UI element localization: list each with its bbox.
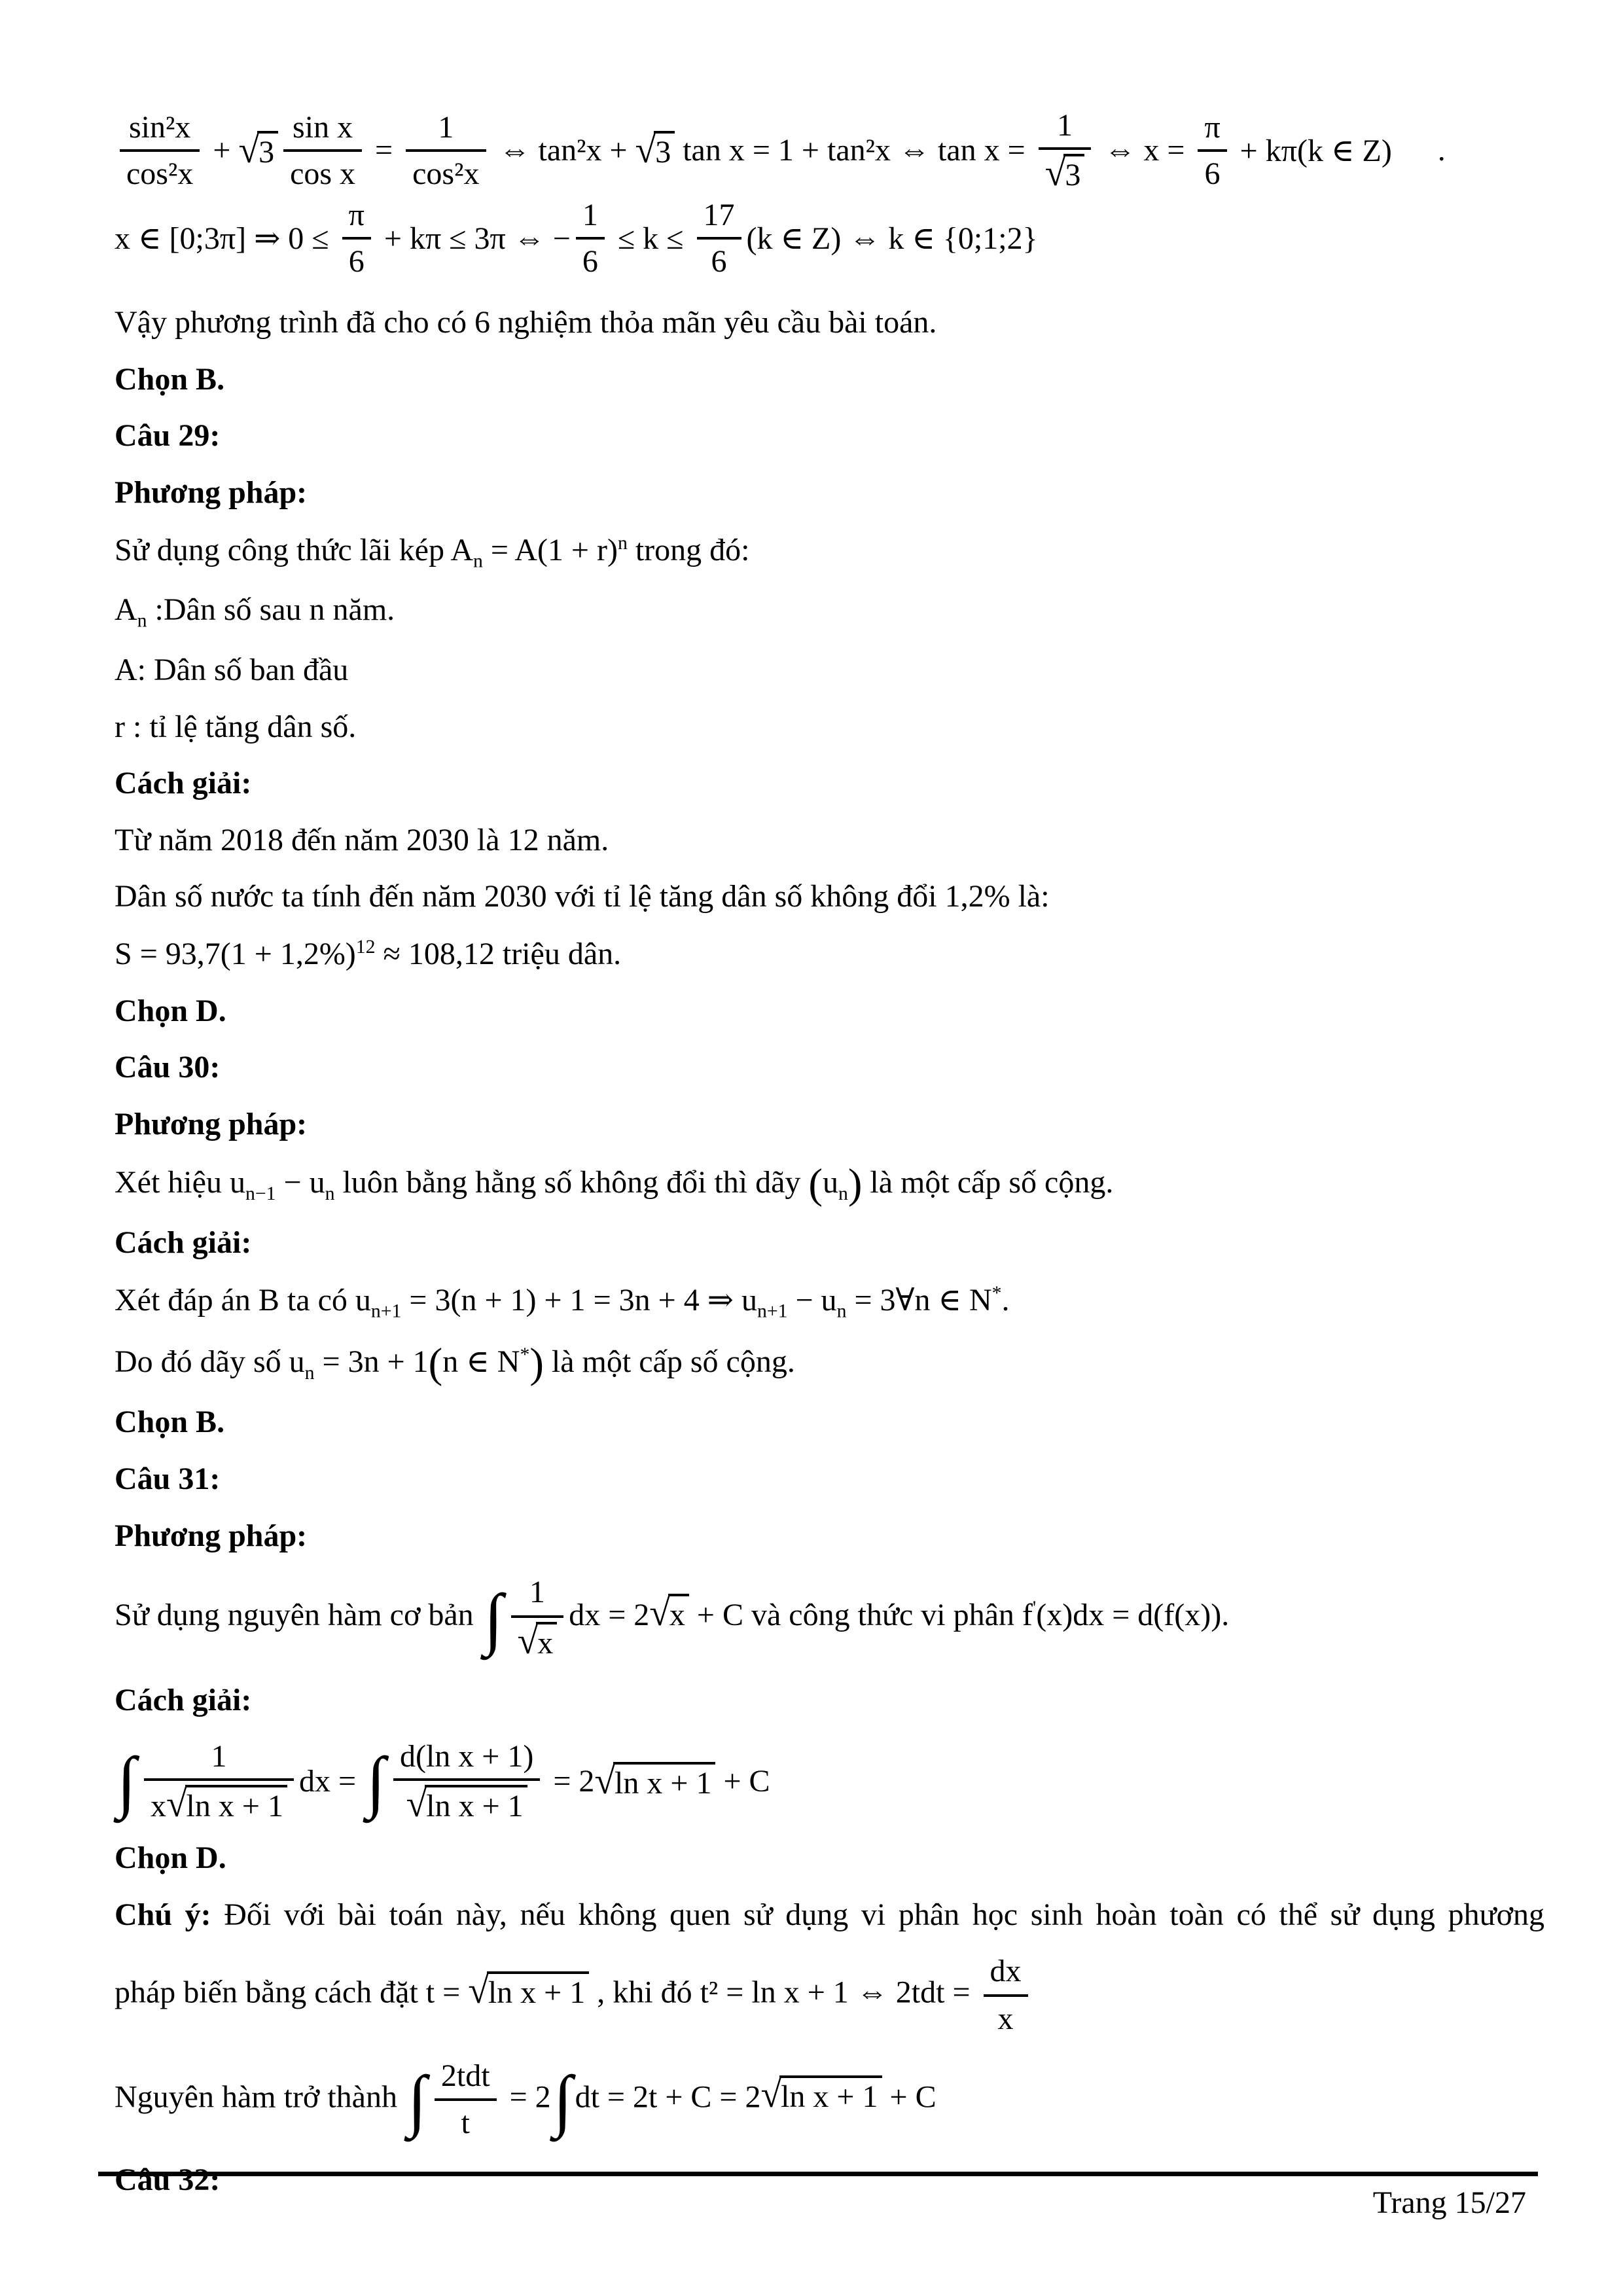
sqrt-3 — [635, 131, 675, 170]
subscript-n+1: n+1 — [757, 1300, 788, 1322]
sqrt-symbol: √ — [649, 1592, 670, 1634]
question-32-header: Câu 32: — [115, 2162, 221, 2197]
fraction-1-sqrt3 — [1039, 107, 1092, 193]
question-30-header: Câu 30: — [115, 1050, 221, 1085]
fraction-numerator: 1 — [511, 1574, 564, 1618]
radicand: ln x + 1 — [487, 1971, 589, 2012]
fraction-1-6 — [576, 197, 605, 279]
fraction-1-cos2 — [406, 109, 486, 192]
sqrt-symbol: √ — [468, 1970, 489, 2012]
fraction-denominator: 6 — [582, 244, 598, 279]
note-text-line-3 — [115, 2058, 1544, 2142]
text-run: pháp biến bằng cách đặt t = — [115, 1975, 469, 2011]
text-run: Đối với bài toán này, nếu không quen sử dụng vi phân học sinh hoàn toàn có thể sử dụng phương — [211, 1897, 1544, 1932]
operator-plus: + — [205, 133, 239, 168]
subscript-n: n — [137, 609, 147, 632]
text-run: là một cấp số cộng. — [543, 1344, 795, 1379]
text-run: Sử dụng công thức lãi kép — [115, 532, 451, 567]
superscript-prime: ' — [1032, 1597, 1037, 1619]
definition-an — [115, 592, 1544, 632]
subscript-n: n — [325, 1182, 335, 1204]
radicand: ln x + 1 — [613, 1762, 715, 1801]
solution-text-29-population: Dân số nước ta tính đến năm 2030 với tỉ lệ tăng dân số không đổi 1,2% là: — [115, 879, 1050, 914]
fraction-denominator: 6 — [711, 244, 727, 279]
fraction-numerator: sin x — [283, 109, 362, 152]
math-text: + C — [715, 1764, 770, 1799]
variable-u: u — [289, 1344, 305, 1379]
fraction-denominator — [393, 1781, 540, 1824]
subscript-n: n — [838, 1182, 848, 1204]
integral-icon: ∫ — [366, 1743, 385, 1820]
question-29-header: Câu 29: — [115, 418, 221, 454]
integral-icon: ∫ — [484, 1579, 503, 1657]
solution-formula-31 — [115, 1738, 1544, 1824]
page-number: Trang 15/27 — [1372, 2185, 1526, 2220]
solution-header-29: Cách giải: — [115, 766, 252, 801]
text-run: = A(1 + r) — [482, 532, 618, 567]
text-run: Do đó dãy số — [115, 1344, 289, 1379]
fraction-numerator: sin²x — [120, 109, 200, 152]
sqrt-lnx1 — [406, 1785, 527, 1824]
solution-text-30-2 — [115, 1339, 1544, 1387]
equation-k-range-line — [115, 197, 1544, 279]
sqrt-symbol: √ — [238, 129, 260, 171]
text-run: = 2 — [501, 2079, 551, 2115]
fraction-sin2-cos2 — [120, 109, 200, 192]
fraction-denominator: 6 — [348, 244, 365, 279]
fraction-denominator: cos²x — [126, 156, 194, 191]
fraction-denominator — [1039, 150, 1092, 193]
solution-text-29-years: Từ năm 2018 đến năm 2030 là 12 năm. — [115, 822, 609, 857]
fraction-pi-6 — [1198, 109, 1226, 192]
subscript-n: n — [304, 1361, 315, 1384]
fraction-17-6 — [697, 197, 741, 279]
text-run: = 3n + 1 — [314, 1344, 429, 1379]
superscript-star: * — [991, 1282, 1002, 1304]
fraction-denominator: x — [997, 2001, 1014, 2037]
sqrt-lnx1 — [594, 1762, 715, 1801]
fraction-numerator: dx — [984, 1953, 1028, 1997]
fraction-1-sqrtx — [511, 1574, 564, 1662]
variable-u: u — [822, 1164, 838, 1200]
subscript-n: n — [473, 550, 483, 572]
integral-icon: ∫ — [407, 2061, 427, 2138]
fraction-numerator: 1 — [406, 109, 486, 152]
fraction-numerator: 1 — [576, 197, 605, 240]
answer-choice-b-30: Chọn B. — [115, 1405, 225, 1440]
math-text: + kπ(k ∈ Z) — [1232, 133, 1392, 168]
text-run: :Dân số sau n năm. — [147, 592, 395, 628]
sqrt-symbol: √ — [635, 129, 656, 171]
definition-a: A: Dân số ban đầu — [115, 652, 349, 687]
fraction-numerator: π — [1198, 109, 1226, 152]
fraction-numerator: 1 — [144, 1738, 294, 1781]
note-text-line-2 — [115, 1953, 1544, 2037]
text-run: dt = 2t + C = 2 — [575, 2079, 761, 2115]
note-text-line-1 — [115, 1897, 1544, 1934]
fraction-dx-x — [984, 1953, 1028, 2037]
fraction-2tdt-t — [435, 2058, 497, 2142]
text-run: Sử dụng nguyên hàm cơ bản — [115, 1598, 482, 1633]
variable-u: u — [355, 1282, 371, 1318]
text-run: + C và công thức vi phân f — [688, 1598, 1033, 1633]
text-run: , khi đó t² = ln x + 1 ⇔ 2tdt = — [589, 1975, 978, 2011]
math-text: (k ∈ Z) ⇔ k ∈ {0;1;2} — [746, 221, 1038, 256]
variable-u: u — [309, 1164, 325, 1200]
answer-choice-d-31: Chọn D. — [115, 1840, 226, 1876]
solution-header-31: Cách giải: — [115, 1682, 252, 1717]
integral-icon: ∫ — [553, 2061, 573, 2138]
sqrt-symbol: √ — [760, 2074, 782, 2116]
solution-formula-29 — [115, 935, 1544, 973]
text-run: S = 93,7(1 + 1,2%) — [115, 937, 356, 972]
radicand: 3 — [1063, 154, 1084, 193]
answer-choice-d-29: Chọn D. — [115, 993, 226, 1028]
math-text: x ∈ [0;3π] ⇒ 0 ≤ — [115, 221, 337, 256]
fraction-numerator: 2tdt — [435, 2058, 497, 2102]
text-run: là một cấp số cộng. — [862, 1164, 1114, 1200]
sqrt-3 — [238, 131, 278, 170]
text-run: trong đó: — [627, 532, 750, 567]
question-31-header: Câu 31: — [115, 1462, 221, 1497]
method-header-30: Phương pháp: — [115, 1106, 308, 1141]
answer-choice-b-28: Chọn B. — [115, 361, 225, 397]
sqrt-lnx1 — [468, 1971, 589, 2012]
superscript-star: * — [520, 1343, 530, 1365]
fraction-pi-6 — [342, 197, 371, 279]
text-run: = 3(n + 1) + 1 = 3n + 4 ⇒ u — [401, 1282, 757, 1318]
fraction-sinx-cosx — [283, 109, 362, 192]
sqrt-symbol: √ — [594, 1760, 616, 1802]
variable-x: x — [150, 1789, 166, 1824]
fraction-denominator: cos x — [290, 156, 356, 191]
note-label: Chú ý: — [115, 1897, 211, 1932]
radicand: ln x + 1 — [779, 2075, 882, 2116]
text-run: = 3∀n ∈ N — [846, 1282, 992, 1318]
fraction-denominator: 6 — [1204, 156, 1221, 191]
open-paren: ( — [808, 1160, 823, 1208]
method-header-29: Phương pháp: — [115, 475, 308, 510]
method-text-30 — [115, 1160, 1544, 1208]
variable-A: A — [115, 592, 137, 628]
fraction-denominator: t — [461, 2106, 470, 2141]
sqrt-lnx1 — [166, 1785, 287, 1824]
sqrt-symbol: √ — [1044, 152, 1066, 194]
definition-r: r : tỉ lệ tăng dân số. — [115, 709, 357, 744]
math-text: ⇔ x = — [1096, 133, 1193, 168]
radicand: 3 — [257, 131, 278, 170]
sentence-period: . — [1001, 1282, 1010, 1318]
equation-tan-line — [115, 107, 1544, 193]
fraction-integrand — [144, 1738, 294, 1824]
fraction-numerator: π — [342, 197, 371, 240]
text-run: n ∈ N — [442, 1344, 520, 1379]
conclusion-text: Vậy phương trình đã cho có 6 nghiệm thỏa mãn yêu cầu bài toán. — [115, 305, 937, 340]
text-run: (x)dx = d(f(x)). — [1036, 1598, 1230, 1633]
close-paren: ) — [529, 1339, 544, 1387]
radicand: x — [668, 1594, 689, 1634]
text-run: Nguyên hàm trở thành — [115, 2079, 405, 2115]
radicand: 3 — [654, 131, 675, 170]
text-run: − u — [787, 1282, 837, 1318]
math-text: tan x = 1 + tan²x ⇔ tan x = — [675, 133, 1033, 168]
text-run: dx = 2 — [569, 1598, 650, 1633]
fraction-differential — [393, 1738, 540, 1824]
superscript-12: 12 — [355, 936, 376, 958]
fraction-numerator: d(ln x + 1) — [393, 1738, 540, 1781]
fraction-numerator: 17 — [697, 197, 741, 240]
text-run: Xét hiệu — [115, 1164, 230, 1200]
math-text: = 2 — [545, 1764, 595, 1799]
subscript-n-1: n−1 — [245, 1182, 276, 1204]
variable-u: u — [229, 1164, 245, 1200]
math-text: ⇔ tan²x + — [491, 133, 635, 168]
solution-header-30: Cách giải: — [115, 1225, 252, 1261]
sqrt-symbol: √ — [517, 1620, 539, 1662]
text-run: ≈ 108,12 triệu dân. — [375, 937, 622, 972]
text-run: luôn bằng hằng số không đổi thì dãy — [334, 1164, 809, 1200]
radicand: ln x + 1 — [425, 1785, 527, 1824]
radicand: ln x + 1 — [185, 1785, 287, 1824]
subscript-n+1: n+1 — [370, 1300, 402, 1322]
footer-rule — [98, 2172, 1538, 2176]
math-text: + kπ ≤ 3π ⇔ − — [376, 221, 571, 256]
sentence-period: . — [1437, 133, 1446, 168]
solution-text-30-1 — [115, 1282, 1544, 1323]
fraction-denominator — [144, 1781, 294, 1824]
text-run: Xét đáp án B ta có — [115, 1282, 355, 1318]
method-text-31 — [115, 1574, 1544, 1662]
fraction-denominator — [511, 1618, 564, 1662]
method-header-31: Phương pháp: — [115, 1518, 308, 1553]
sqrt-symbol: √ — [406, 1784, 427, 1825]
close-paren: ) — [847, 1160, 863, 1208]
open-paren: ( — [428, 1339, 443, 1387]
subscript-n: n — [836, 1300, 847, 1322]
superscript-n: n — [617, 531, 628, 554]
fraction-denominator: cos²x — [412, 156, 480, 191]
text-run: + C — [882, 2079, 936, 2115]
integral-icon: ∫ — [117, 1743, 136, 1820]
variable-A: A — [450, 532, 473, 567]
sqrt-lnx1 — [760, 2075, 882, 2116]
fraction-numerator: 1 — [1039, 107, 1092, 150]
radicand: x — [536, 1622, 557, 1662]
math-text: ≤ k ≤ — [609, 221, 692, 256]
sqrt-symbol: √ — [166, 1784, 187, 1825]
method-text-29 — [115, 531, 1544, 573]
sqrt-x — [649, 1594, 689, 1634]
math-text: dx = — [298, 1764, 365, 1799]
operator-equals: = — [367, 133, 401, 168]
text-run: − — [276, 1164, 310, 1200]
